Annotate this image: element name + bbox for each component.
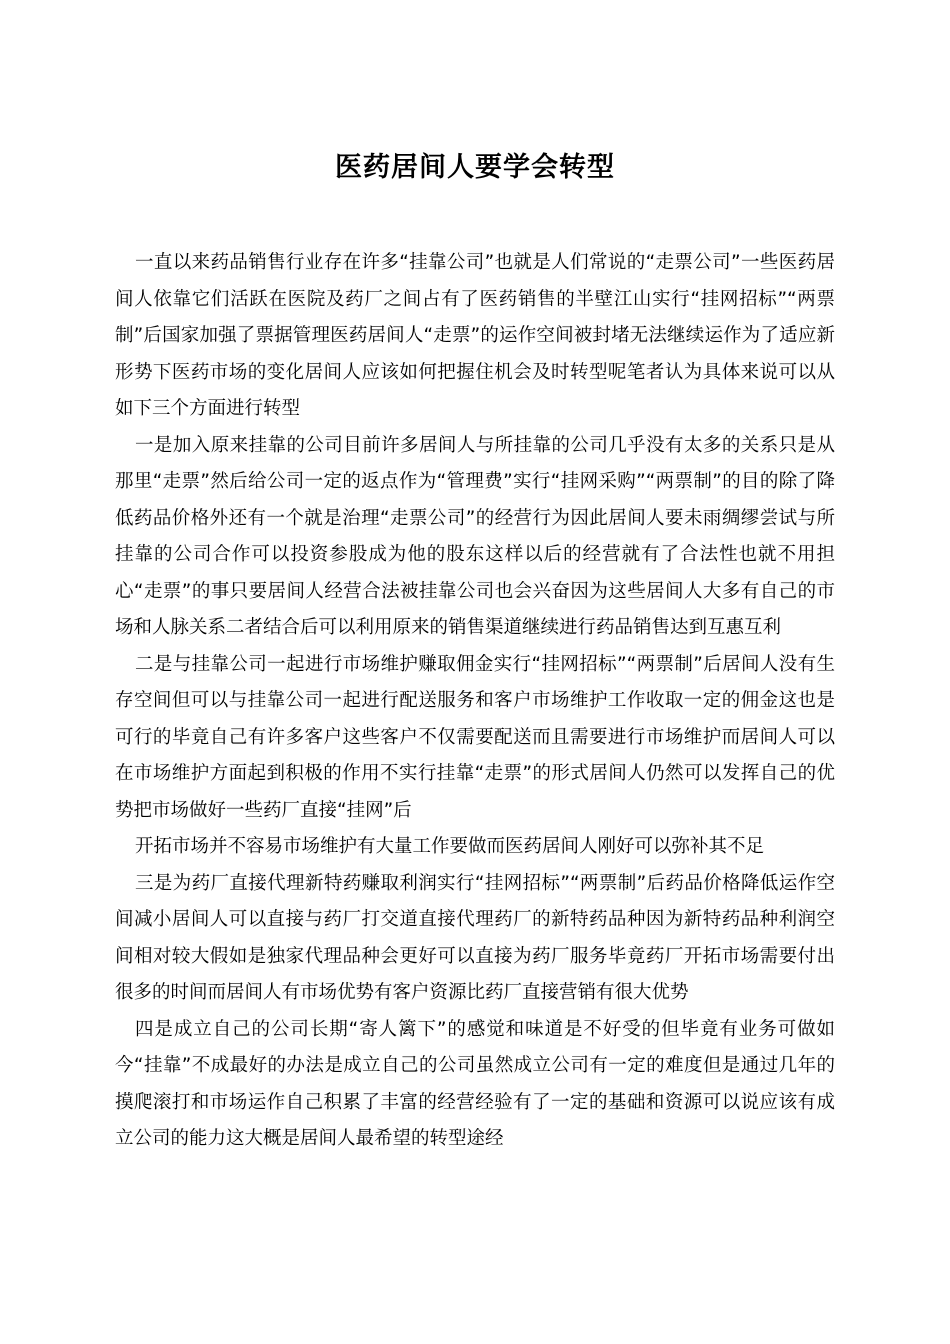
paragraph-two: 二是与挂靠公司一起进行市场维护赚取佣金实行“挂网招标”“两票制”后居间人没有生存空间但可以与挂靠公司一起进行配送服务和客户市场维护工作收取一定的佣金这也是可行的毕竟自己有许多客户这些客户不仅需要配送而且需要进行市场维护而居间人可以在市场维护方面起到积极的作用不实行挂靠“走票”的形式居间人仍然可以发挥自己的优势把市场做好一些药厂直接“挂网”后	[115, 653, 835, 821]
paragraph-four: 四是成立自己的公司长期“寄人篱下”的感觉和味道是不好受的但毕竟有业务可做如今“挂靠”不成最好的办法是成立自己的公司虽然成立公司有一定的难度但是通过几年的摸爬滚打和市场运作自己积累了丰富的经营经验有了一定的基础和资源可以说应该有成立公司的能力这大概是居间人最希望的转型途经	[115, 1018, 835, 1149]
paragraph-two-continued: 开拓市场并不容易市场维护有大量工作要做而医药居间人刚好可以弥补其不足	[135, 836, 765, 857]
paragraph-one: 一是加入原来挂靠的公司目前许多居间人与所挂靠的公司几乎没有太多的关系只是从那里“走票”然后给公司一定的返点作为“管理费”实行“挂网采购”“两票制”的目的除了降低药品价格外还有一个就是治理“走票公司”的经营行为因此居间人要未雨绸缪尝试与所挂靠的公司合作可以投资参股成为他的股东这样以后的经营就有了合法性也就不用担心“走票”的事只要居间人经营合法被挂靠公司也会兴奋因为这些居间人大多有自己的市场和人脉关系二者结合后可以利用原来的销售渠道继续进行药品销售达到互惠互利	[115, 434, 835, 638]
document-body	[115, 245, 835, 1158]
paragraph-three: 三是为药厂直接代理新特药赚取利润实行“挂网招标”“两票制”后药品价格降低运作空间减小居间人可以直接与药厂打交道直接代理药厂的新特药品种因为新特药品种利润空间相对较大假如是独家代理品种会更好可以直接为药厂服务毕竟药厂开拓市场需要付出很多的时间而居间人有市场优势有客户资源比药厂直接营销有很大优势	[115, 872, 835, 1003]
document-title: 医药居间人要学会转型	[335, 152, 615, 184]
paragraph-intro: 一直以来药品销售行业存在许多“挂靠公司”也就是人们常说的“走票公司”一些医药居间人依靠它们活跃在医院及药厂之间占有了医药销售的半壁江山实行“挂网招标”“两票制”后国家加强了票据管理医药居间人“走票”的运作空间被封堵无法继续运作为了适应新形势下医药市场的变化居间人应该如何把握住机会及时转型呢笔者认为具体来说可以从如下三个方面进行转型	[115, 252, 835, 419]
